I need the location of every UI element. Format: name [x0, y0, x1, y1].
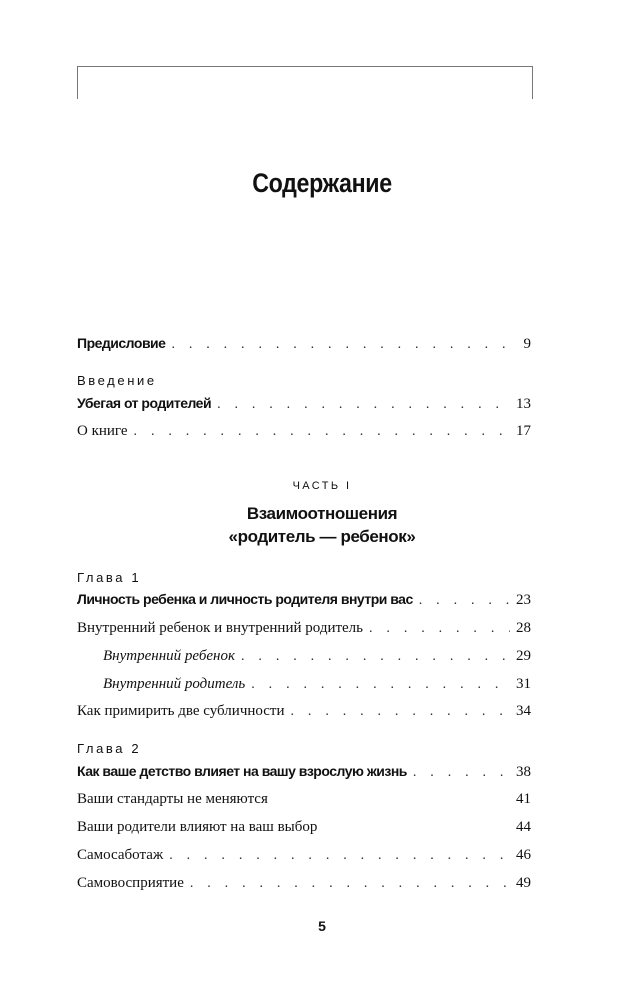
toc-entry-label: Внутренний ребенок — [103, 648, 236, 664]
page-title: Содержание — [252, 168, 392, 198]
toc-entry[interactable] — [77, 819, 531, 841]
toc-entry-label: Самовосприятие — [77, 875, 184, 891]
toc-entry-page: 31 — [516, 676, 531, 692]
toc-entry-page: 9 — [523, 336, 531, 352]
toc-entry-page: 28 — [516, 620, 531, 636]
part-title-line1: Взаимоотношения — [246, 504, 398, 523]
chapter-heading: Глава 2 — [77, 741, 142, 756]
dot-leader — [171, 337, 517, 353]
toc-entry-preface[interactable] — [77, 335, 531, 357]
toc-entry-page: 29 — [516, 648, 531, 664]
toc-entry-page: 38 — [516, 764, 531, 780]
toc-entry[interactable] — [77, 423, 531, 445]
dot-leader — [413, 765, 510, 781]
dot-leader — [291, 704, 510, 720]
toc-entry-label: О книге — [77, 423, 128, 439]
toc-entry-label: Как примирить две субличности — [77, 703, 285, 719]
toc-entry-page: 13 — [516, 396, 531, 412]
dot-leader — [169, 848, 510, 864]
page-number: 5 — [318, 918, 326, 934]
toc-subentry[interactable] — [77, 676, 531, 698]
toc-subentry[interactable] — [77, 648, 531, 670]
toc-entry-label: Внутренний родитель — [103, 676, 246, 692]
toc-entry[interactable] — [77, 620, 531, 642]
toc-entry-page: 41 — [516, 791, 531, 807]
dot-leader — [369, 621, 510, 637]
toc-entry[interactable] — [77, 763, 531, 785]
section-heading-intro: Введение — [77, 373, 157, 388]
toc-entry-page: 34 — [516, 703, 531, 719]
toc-entry-page: 46 — [516, 847, 531, 863]
toc-entry-label: Ваши родители влияют на ваш выбор — [77, 819, 318, 835]
toc-entry-label: Убегая от родителей — [77, 395, 212, 411]
header-frame — [77, 66, 533, 99]
part-label: ЧАСТЬ I — [292, 480, 352, 492]
toc-entry[interactable] — [77, 791, 531, 813]
dot-leader — [251, 677, 510, 693]
dot-leader — [134, 424, 510, 440]
dot-leader — [419, 593, 510, 609]
dot-leader — [241, 649, 510, 665]
dot-leader — [190, 876, 510, 892]
chapter-heading: Глава 1 — [77, 570, 142, 585]
toc-entry-page: 17 — [516, 423, 531, 439]
toc-entry[interactable] — [77, 847, 531, 869]
toc-entry-label: Личность ребенка и личность родителя внутри вас — [77, 591, 413, 607]
toc-entry[interactable] — [77, 395, 531, 417]
toc-entry-label: Внутренний ребенок и внутренний родитель — [77, 620, 364, 636]
toc-entry-page: 23 — [516, 592, 531, 608]
toc-entry[interactable] — [77, 875, 531, 897]
toc-entry-label: Самосаботаж — [77, 847, 164, 863]
dot-leader — [217, 397, 510, 413]
toc-entry-label: Ваши стандарты не меняются — [77, 791, 268, 807]
toc-entry[interactable] — [77, 591, 531, 613]
toc-entry-label: Как ваше детство влияет на вашу взрослую жизнь — [77, 763, 407, 779]
toc-entry-label: Предисловие — [77, 335, 166, 351]
toc-entry-page: 44 — [516, 819, 531, 835]
toc-entry[interactable] — [77, 703, 531, 725]
part-title-line2: «родитель — ребенок» — [228, 527, 416, 546]
toc-entry-page: 49 — [516, 875, 531, 891]
